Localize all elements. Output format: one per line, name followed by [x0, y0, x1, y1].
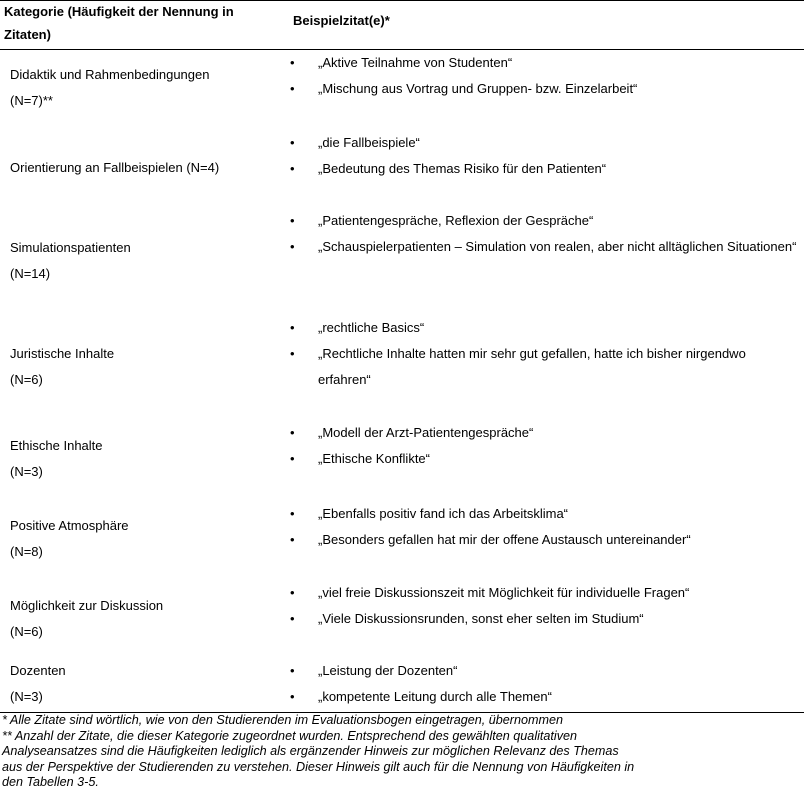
- category-count: (N=6): [10, 372, 43, 387]
- quote-item: • „Modell der Arzt-Patientengespräche“: [288, 420, 800, 446]
- row-category: [10, 341, 290, 393]
- quote-item: • „Mischung aus Vortrag und Gruppen- bzw. Einzelarbeit“: [288, 76, 800, 102]
- quote-list: [288, 315, 800, 393]
- header-quote: Beispielzitat(e)*: [293, 13, 390, 28]
- header-category: [4, 0, 284, 46]
- row-category: [10, 155, 290, 181]
- quote-item: • „Schauspielerpatienten – Simulation von realen, aber nicht alltäglichen Situationen“: [288, 234, 800, 260]
- footnote-2-line: den Tabellen 3-5.: [2, 775, 99, 789]
- quote-list: [288, 658, 800, 710]
- category-count: (N=3): [10, 464, 43, 479]
- quote-item: • „die Fallbeispiele“: [288, 130, 800, 156]
- quote-list: [288, 50, 800, 102]
- quote-item: • „Bedeutung des Themas Risiko für den Patienten“: [288, 156, 800, 182]
- row-category: [10, 433, 290, 485]
- category-label: Simulationspatienten: [10, 240, 131, 255]
- category-count: (N=7)**: [10, 93, 53, 108]
- quote-list: [288, 130, 800, 182]
- quote-list: [288, 501, 800, 553]
- footnote-2-line: ** Anzahl der Zitate, die dieser Kategorie zugeordnet wurden. Entsprechend des gewählten qualitativen: [2, 728, 578, 743]
- category-label: Ethische Inhalte: [10, 438, 103, 453]
- table-header: [0, 0, 804, 49]
- quote-item: • „kompetente Leitung durch alle Themen“: [288, 684, 800, 710]
- row-category: [10, 62, 290, 114]
- category-label: Didaktik und Rahmenbedingungen: [10, 67, 210, 82]
- category-count: (N=8): [10, 544, 43, 559]
- row-category: [10, 593, 290, 645]
- quote-item: • „Ethische Konflikte“: [288, 446, 800, 472]
- quote-item: • „Ebenfalls positiv fand ich das Arbeitsklima“: [288, 501, 800, 527]
- quote-item: • „Viele Diskussionsrunden, sonst eher selten im Studium“: [288, 606, 800, 632]
- category-label: Juristische Inhalte: [10, 346, 115, 361]
- row-category: [10, 658, 290, 710]
- footnotes: [2, 713, 802, 791]
- footnote-1: * Alle Zitate sind wörtlich, wie von den Studierenden im Evaluationsbogen eingetragen, übernommen: [2, 713, 563, 727]
- category-label: Orientierung an Fallbeispielen (N=4): [10, 160, 220, 175]
- quote-item: • „Patientengespräche, Reflexion der Gespräche“: [288, 208, 800, 234]
- quote-item: • „viel freie Diskussionszeit mit Möglichkeit für individuelle Fragen“: [288, 580, 800, 606]
- category-label: Dozenten: [10, 663, 66, 678]
- quote-item: • „Aktive Teilnahme von Studenten“: [288, 50, 800, 76]
- category-label: Positive Atmosphäre: [10, 518, 129, 533]
- category-count: (N=3): [10, 689, 43, 704]
- quote-item: • „rechtliche Basics“: [288, 315, 800, 341]
- category-count: (N=14): [10, 266, 51, 281]
- footnote-2-line: Analyseansatzes sind die Häufigkeiten lediglich als ergänzender Hinweis zur möglichen Relevanz des Themas: [2, 744, 619, 758]
- header-category-line2: Zitaten): [4, 27, 51, 42]
- category-label: Möglichkeit zur Diskussion: [10, 598, 164, 613]
- row-category: [10, 235, 290, 287]
- header-category-line1: Kategorie (Häufigkeit der Nennung in: [4, 4, 234, 19]
- quote-item: • „Rechtliche Inhalte hatten mir sehr gut gefallen, hatte ich bisher nirgendwo erfahren“: [288, 341, 800, 393]
- row-category: [10, 513, 290, 565]
- quote-list: [288, 580, 800, 632]
- quote-list: [288, 208, 800, 260]
- quote-item: • „Besonders gefallen hat mir der offene Austausch untereinander“: [288, 527, 800, 553]
- footnote-2-line: aus der Perspektive der Studierenden zu verstehen. Dieser Hinweis gilt auch für die Nennung von Häufigkeiten in: [2, 759, 635, 774]
- quote-list: [288, 420, 800, 472]
- category-count: (N=6): [10, 624, 43, 639]
- quote-item: • „Leistung der Dozenten“: [288, 658, 800, 684]
